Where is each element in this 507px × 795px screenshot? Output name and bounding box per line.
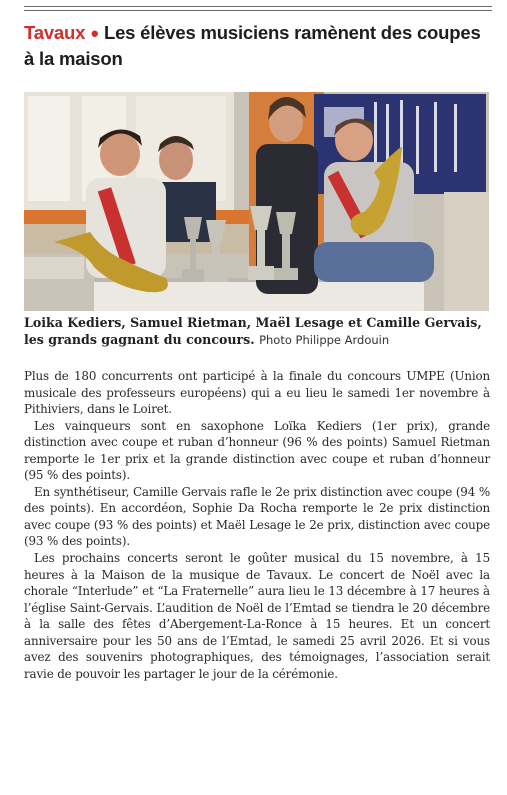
caption-text: Loika Kediers, Samuel Rietman, Maël Lesage et Camille Gervais, les grands gagnant du concours. (24, 315, 482, 347)
bullet-icon: ● (90, 25, 100, 42)
top-rule (24, 6, 492, 7)
article-kicker: Tavaux (24, 22, 86, 43)
photo-caption (24, 314, 494, 349)
paragraph-2: Les vainqueurs sont en saxophone Loïka Kediers (1er prix), grande distinction avec coupe et ruban d’honneur (96 % des points) Samuel Rietman remporte le 1er prix et la grande distinction avec coupe et ruban d’honneur (95 % des points). (24, 418, 490, 483)
article-headline (24, 21, 484, 71)
paragraph-1: Plus de 180 concurrents ont participé à la finale du concours UMPE (Union musicale des professeurs européens) qui a eu lieu le samedi 1er novembre à Pithiviers, dans le Loiret. (24, 369, 490, 417)
headline-text: Les élèves musiciens ramènent des coupes à la maison (24, 22, 481, 69)
article-body (24, 368, 490, 682)
article-photo (24, 92, 489, 311)
paragraph-4: Les prochains concerts seront le goûter musical du 15 novembre, à 15 heures à la Maison de la musique de Tavaux. Le concert de Noël avec la chorale “Interlude” et “La Fraternelle” aura lieu le 13 décembre à 17 heures à l’église Saint-Gervais. L’audition de Noël de l’Emtad se tiendra le 20 décembre à la salle des fêtes d’Abergement-La-Ronce à 15 heures. Et un concert anniversaire pour les 50 ans de l’Emtad, le samedi 25 avril 2026. Et si vous avez des souvenirs photographiques, des témoignages, l’association serait ravie de pouvoir les partager le jour de la cérémonie. (24, 551, 490, 681)
photo-credit: Photo Philippe Ardouin (259, 333, 390, 347)
top-rule-secondary (24, 10, 492, 11)
paragraph-3: En synthétiseur, Camille Gervais rafle le 2e prix distinction avec coupe (94 % des points). En accordéon, Sophie Da Rocha remporte le 2e prix distinction avec coupe (93 % des points) et Maël Lesage le 2e prix, distinction avec coupe (93 % des points). (24, 484, 490, 549)
